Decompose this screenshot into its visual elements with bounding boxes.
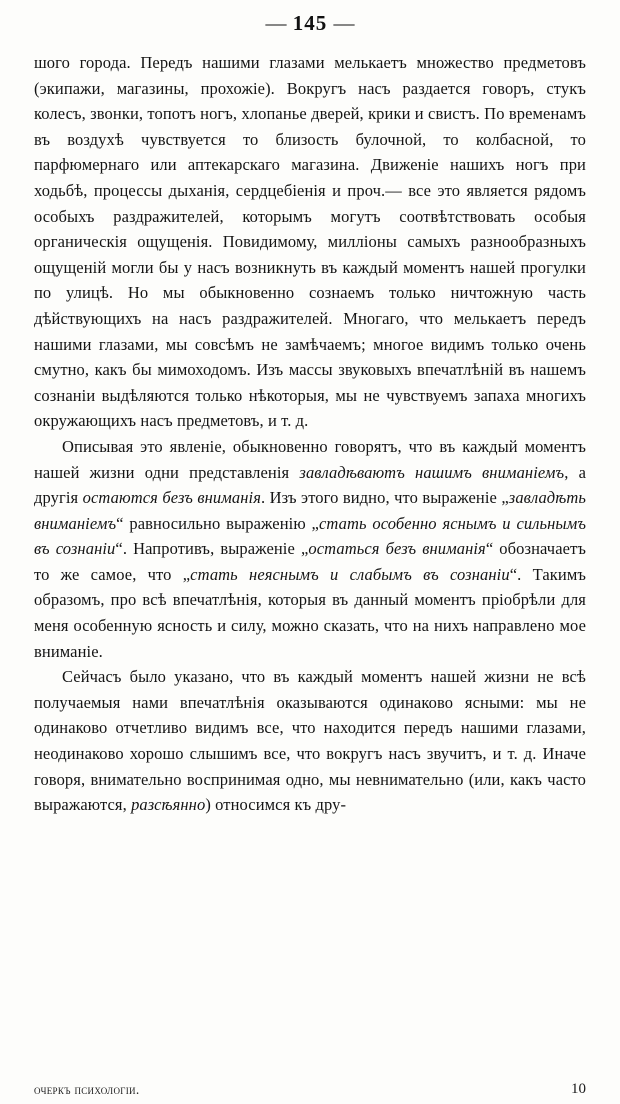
text-run: “ обозначаетъ то же самое, что „ — [34, 539, 586, 584]
paragraph — [34, 664, 586, 818]
text-run: Описывая это явленіе, обыкновенно говорятъ, что въ каждый моментъ нашей жизни одни представленія — [34, 436, 586, 482]
text-run: Сейчасъ было указано, что въ каждый моментъ нашей жизни не всѣ получаемыя нами впечатлѣнія оказываются одинаково ясными: мы не одинаково отчетливо видимъ все, что находится передъ нашими глазами, неодинаково хорошо слышимъ все, что вокругъ насъ звучитъ, и т. д. Иначе говоря, внимательно воспринимая одно, мы невнимательно (или, какъ часто выражаются, — [34, 667, 586, 815]
page-header — [34, 0, 586, 42]
text-run: “. Напротивъ, выраженіе „ — [115, 539, 309, 559]
text-run: . Изъ этого видно, что выраженіе „ — [260, 488, 509, 508]
body-text — [34, 50, 586, 818]
text-run: шого города. Передъ нашими глазами мелькаетъ множество предметовъ (экипажи, магазины, прохожіе). Вокругъ насъ раздается говоръ, стукъ колесъ, звонки, топотъ ногъ, хлопанье дверей, крики и свистъ. По временамъ въ воздухѣ чувствуется то близость булочной, то колбасной, то парфюмернаго или аптекарскаго магазина. Движеніе нашихъ ногъ при ходьбѣ, процессы дыханія, сердцебіенія и проч.— все это является рядомъ особыхъ раздражителей, которымъ могутъ соотвѣтствовать особыя органическія ощущенія. Повидимому, милліоны самыхъ разнообразныхъ ощущеній могли бы у насъ возникнуть въ каждый моментъ нашей прогулки по улицѣ. Но мы обыкновенно сознаемъ только ничтожную часть дѣйствующихъ на насъ раздражителей. Многаго, что мелькаетъ передъ нашими глазами, мы совсѣмъ не замѣчаемъ; многое видимъ только очень смутно, какъ бы мимоходомъ. Изъ массы звуковыхъ впечатлѣній въ нашемъ сознаніи выдѣляются только нѣкоторыя, мы не чувствуемъ запаха многихъ окружающихъ насъ предметовъ, и т. д. — [34, 53, 586, 431]
emphasis-text: завладѣть вниманіемъ — [34, 488, 586, 533]
book-signature: очеркъ психологіи. — [34, 1082, 140, 1097]
page-number-header: 145 — [292, 11, 328, 35]
text-run: “. Такимъ образомъ, про всѣ впечатлѣнія, которыя въ данный моментъ пріобрѣли для меня особенную ясность и силу, можно сказать, что на нихъ направлено мое вниманіе. — [34, 564, 586, 661]
header-dash-right: — — [333, 11, 355, 35]
text-run: , а другія — [34, 462, 587, 508]
emphasis-text: стать особенно яснымъ и сильнымъ въ сознаніи — [34, 513, 586, 559]
header-dash-left: — — [265, 11, 287, 35]
paragraph — [34, 434, 586, 664]
emphasis-text: остаются безъ вниманія — [82, 488, 261, 508]
emphasis-text: остаться безъ вниманія — [308, 539, 486, 559]
emphasis-text: завладѣваютъ нашимъ вниманіемъ — [299, 462, 565, 482]
text-run: ) относимся къ дру- — [205, 795, 347, 815]
paragraph — [34, 50, 586, 434]
emphasis-text: разсѣянно — [131, 795, 206, 815]
page-footer — [34, 1076, 586, 1098]
emphasis-text: стать неяснымъ и слабымъ въ сознаніи — [190, 564, 510, 584]
text-run: “ равносильно выраженію „ — [116, 513, 319, 533]
signature-number: 10 — [571, 1081, 586, 1097]
